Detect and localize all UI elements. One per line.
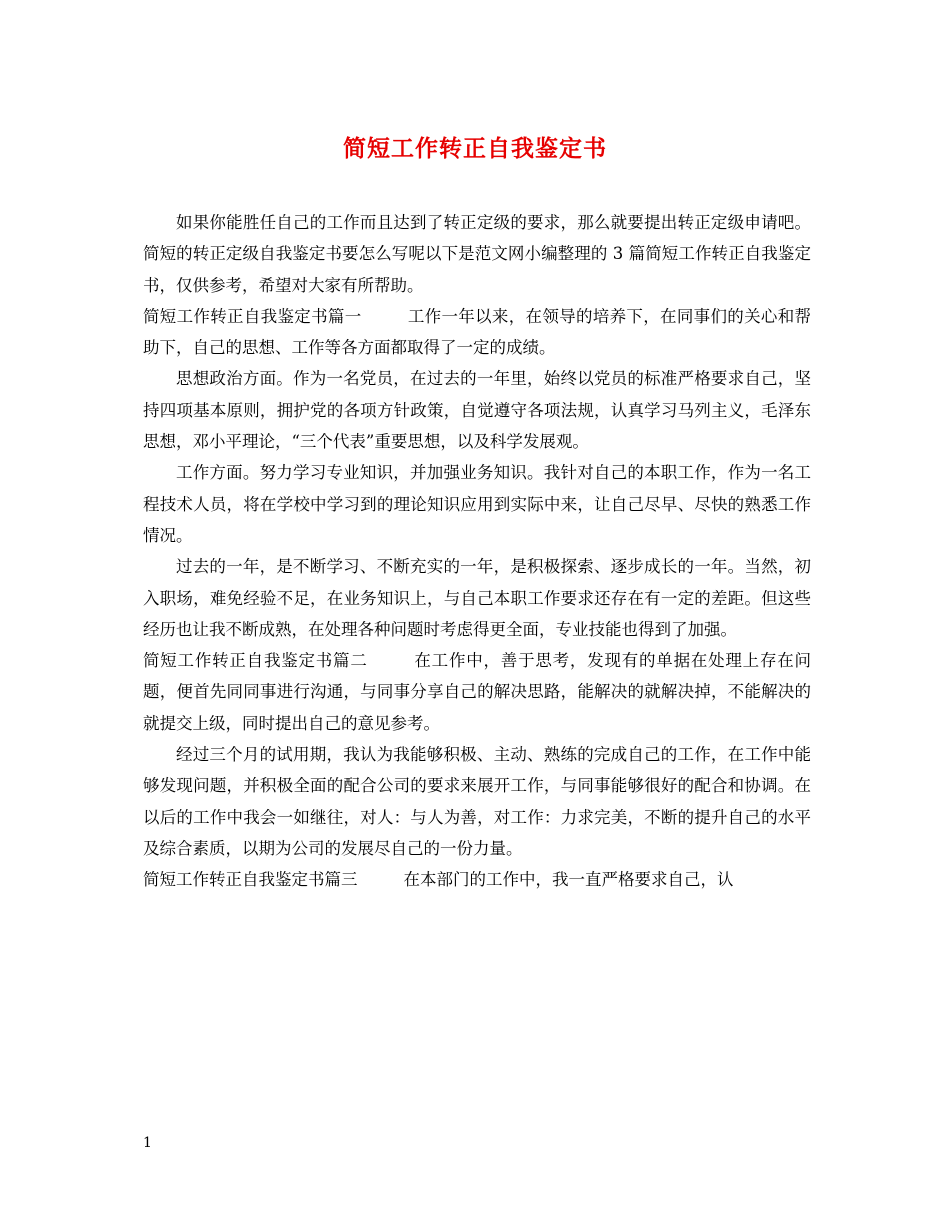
page-number: 1 <box>143 1135 152 1151</box>
paragraph-section-three <box>143 864 811 895</box>
document-title: 简短工作转正自我鉴定书 <box>343 135 607 162</box>
section-heading: 简短工作转正自我鉴定书篇一 <box>143 306 362 326</box>
document-body <box>143 207 811 896</box>
paragraph-work: 工作方面。努力学习专业知识，并加强业务知识。我针对自己的本职工作，作为一名工程技术人员，将在学校中学习到的理论知识应用到实际中来，让自己尽早、尽快的熟悉工作情况。 <box>143 463 811 545</box>
paragraph-past-year: 过去的一年，是不断学习、不断充实的一年，是积极探索、逐步成长的一年。当然，初入职场，难免经验不足，在业务知识上，与自己本职工作要求还存在有一定的差距。但这些经历也让我不断成熟，在处理各种问题时考虑得更全面，专业技能也得到了加强。 <box>143 557 811 639</box>
paragraph-political: 思想政治方面。作为一名党员，在过去的一年里，始终以党员的标准严格要求自己，坚持四项基本原则，拥护党的各项方针政策，自觉遵守各项法规，认真学习马列主义，毛泽东思想，邓小平理论，“三个代表”重要思想，以及科学发展观。 <box>143 369 811 452</box>
section-text: 在工作中，善于思考，发现有的单据在处理上存在问题，便首先同同事进行沟通，与同事分享自己的解决思路，能解决的就解决掉，不能解决的就提交上级，同时提出自己的意见参考。 <box>143 651 812 733</box>
section-heading: 简短工作转正自我鉴定书篇三 <box>143 870 358 890</box>
paragraph-section-two <box>143 645 811 739</box>
section-text: 工作一年以来，在领导的培养下，在同事们的关心和帮助下，自己的思想、工作等各方面都取得了一定的成绩。 <box>143 306 812 358</box>
paragraph-probation: 经过三个月的试用期，我认为我能够积极、主动、熟练的完成自己的工作，在工作中能够发现问题，并积极全面的配合公司的要求来展开工作，与同事能够很好的配合和协调。在以后的工作中我会一如继往，对人：与人为善，对工作：力求完美，不断的提升自己的水平及综合素质，以期为公司的发展尽自己的一份力量。 <box>143 745 811 858</box>
section-text: 在本部门的工作中，我一直严格要求自己，认 <box>403 870 734 890</box>
section-heading: 简短工作转正自我鉴定书篇二 <box>143 651 368 671</box>
paragraph-intro: 如果你能胜任自己的工作而且达到了转正定级的要求，那么就要提出转正定级申请吧。简短的转正定级自我鉴定书要怎么写呢以下是范文网小编整理的 3 篇简短工作转正自我鉴定书，仅供参考，希望对大家有所帮助。 <box>143 213 811 295</box>
paragraph-section-one <box>143 301 811 364</box>
